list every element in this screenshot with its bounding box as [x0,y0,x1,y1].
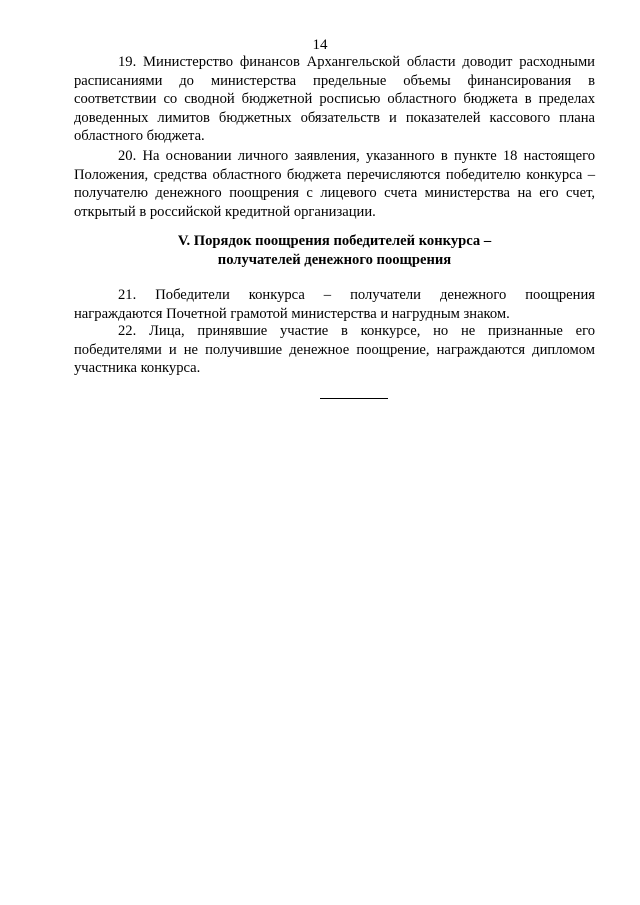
paragraph-22 [74,322,595,378]
section-heading-line-2: получателей денежного поощрения [217,252,452,268]
paragraph-21-text: 21. Победители конкурса – получатели денежного поощрения награждаются Почетной грамотой министерства и нагрудным знаком. [74,287,595,322]
paragraph-20 [74,147,595,221]
paragraph-21 [74,286,595,323]
paragraph-19 [74,53,595,146]
paragraph-22-text: 22. Лица, принявшие участие в конкурсе, но не признанные его победителями и не получившие денежное поощрение, награждаются дипломом участника конкурса. [74,323,595,376]
section-heading-line-1: V. Порядок поощрения победителей конкурса – [177,233,492,249]
paragraph-20-text: 20. На основании личного заявления, указанного в пункте 18 настоящего Положения, средства областного бюджета перечисляются победителю конкурса – получателю денежного поощрения с лицевого счета министерства на его счет, открытый в российской кредитной организации. [74,148,595,220]
end-of-document-rule [320,398,388,399]
section-heading [74,232,595,270]
paragraph-19-text: 19. Министерство финансов Архангельской области доводит расходными расписаниями до министерства предельные объемы финансирования в соответствии со сводной бюджетной росписью областного бюджета в пределах доведенных лимитов бюджетных обязательств и показателей кассового плана областного бюджета. [74,54,595,144]
page-number: 14 [312,37,328,53]
